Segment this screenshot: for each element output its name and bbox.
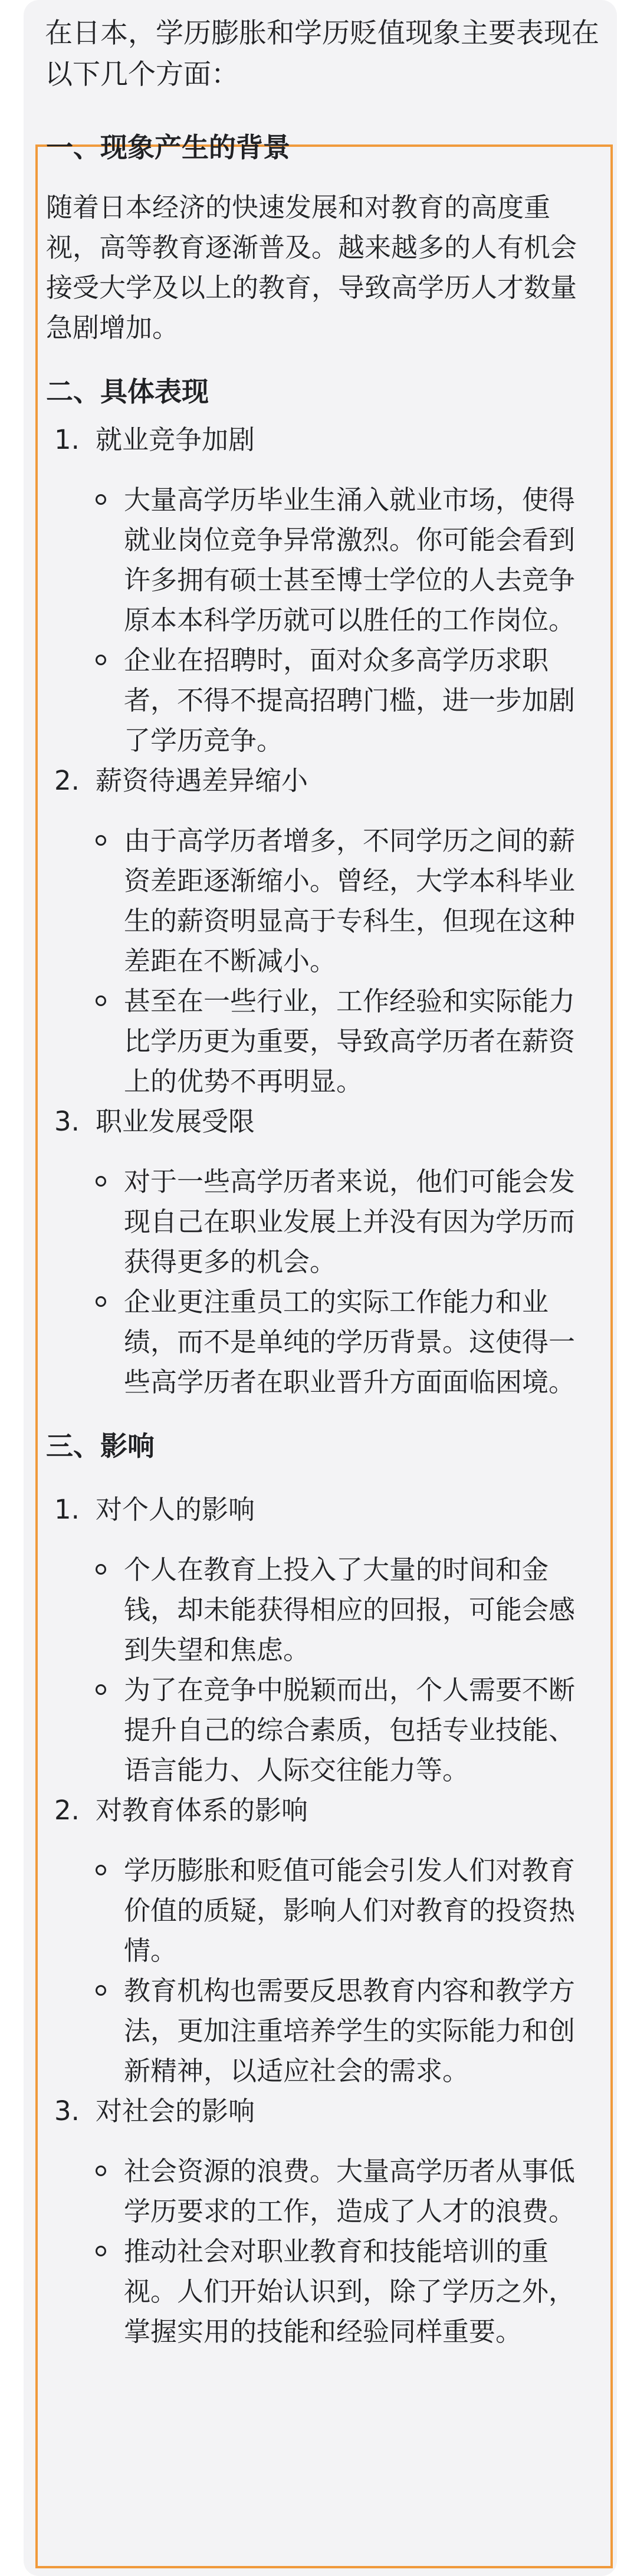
item-title: 薪资待遇差异缩小 [96,765,308,796]
intro-text: 在日本，学历膨胀和学历贬值现象主要表现在以下几个方面： [45,17,599,91]
section-heading: 一、现象产生的背景 [46,132,290,163]
numbered-item [46,1790,600,1831]
item-title: 对个人的影响 [96,1494,255,1525]
bullet-list [46,480,600,761]
numbered-item [46,1490,600,1530]
list-item: 教育机构也需要反思教育内容和教学方法，更加注重培养学生的实际能力和创新精神，以适应社会的需求。 [46,1971,600,2091]
list-item: 企业更注重员工的实际工作能力和业绩，而不是单纯的学历背景。这使得一些高学历者在职业晋升方面面临困境。 [46,1282,600,1402]
item-title: 职业发展受限 [96,1106,255,1137]
bullet-icon [96,2166,106,2176]
numbered-item [46,761,600,801]
bullet-list [46,1550,600,1790]
bullet-icon [96,1684,106,1695]
bullet-icon [96,494,106,505]
bullet-icon [96,1865,106,1875]
list-item: 大量高学历毕业生涌入就业市场，使得就业岗位竞争异常激烈。你可能会看到许多拥有硕士甚至博士学位的人去竞争原本本科学历就可以胜任的工作岗位。 [46,480,600,640]
item-number: 1. [54,424,80,455]
bullet-icon [96,835,106,846]
bullet-icon [96,1176,106,1187]
item-title: 对社会的影响 [96,2095,255,2127]
list-item: 推动社会对职业教育和技能培训的重视。人们开始认识到，除了学历之外，掌握实用的技能和经验同样重要。 [46,2232,600,2352]
bullet-list [46,1162,600,1402]
bullet-icon [96,1296,106,1307]
list-item: 由于高学历者增多，不同学历之间的薪资差距逐渐缩小。曾经，大学本科毕业生的薪资明显高于专科生，但现在这种差距在不断减小。 [46,821,600,981]
bullet-list [46,821,600,1102]
section-impact [46,1426,600,2352]
item-number: 2. [54,1795,80,1826]
item-title: 对教育体系的影响 [96,1795,308,1826]
list-item: 对于一些高学历者来说，他们可能会发现自己在职业发展上并没有因为学历而获得更多的机会。 [46,1162,600,1282]
list-item: 个人在教育上投入了大量的时间和金钱，却未能获得相应的回报，可能会感到失望和焦虑。 [46,1550,600,1670]
section-paragraph: 随着日本经济的快速发展和对教育的高度重视，高等教育逐渐普及。越来越多的人有机会接受大学及以上的教育，导致高学历人才数量急剧增加。 [46,192,577,343]
numbered-item [46,420,600,460]
section-heading: 三、影响 [46,1430,155,1462]
numbered-item [46,1102,600,1142]
item-number: 3. [54,2095,80,2127]
bullet-icon [96,655,106,665]
numbered-item [46,2091,600,2131]
list-item: 为了在竞争中脱颖而出，个人需要不断提升自己的综合素质，包括专业技能、语言能力、人际交往能力等。 [46,1670,600,1790]
list-item: 企业在招聘时，面对众多高学历求职者，不得不提高招聘门槛，进一步加剧了学历竞争。 [46,640,600,761]
bullet-icon [96,995,106,1006]
bullet-list [46,1851,600,2091]
answer-content [46,127,600,2352]
item-title: 就业竞争加剧 [96,424,255,455]
list-item: 学历膨胀和贬值可能会引发人们对教育价值的质疑，影响人们对教育的投资热情。 [46,1851,600,1971]
list-item: 社会资源的浪费。大量高学历者从事低学历要求的工作，造成了人才的浪费。 [46,2151,600,2232]
bullet-icon [96,1564,106,1575]
list-item: 甚至在一些行业，工作经验和实际能力比学历更为重要，导致高学历者在薪资上的优势不再明显。 [46,981,600,1102]
section-heading: 二、具体表现 [46,376,209,408]
bullet-icon [96,1985,106,1996]
item-number: 3. [54,1106,80,1137]
bullet-list [46,2151,600,2352]
section-background [46,127,600,348]
item-number: 2. [54,765,80,796]
bullet-icon [96,2246,106,2256]
section-manifestations [46,372,600,1402]
item-number: 1. [54,1494,80,1525]
